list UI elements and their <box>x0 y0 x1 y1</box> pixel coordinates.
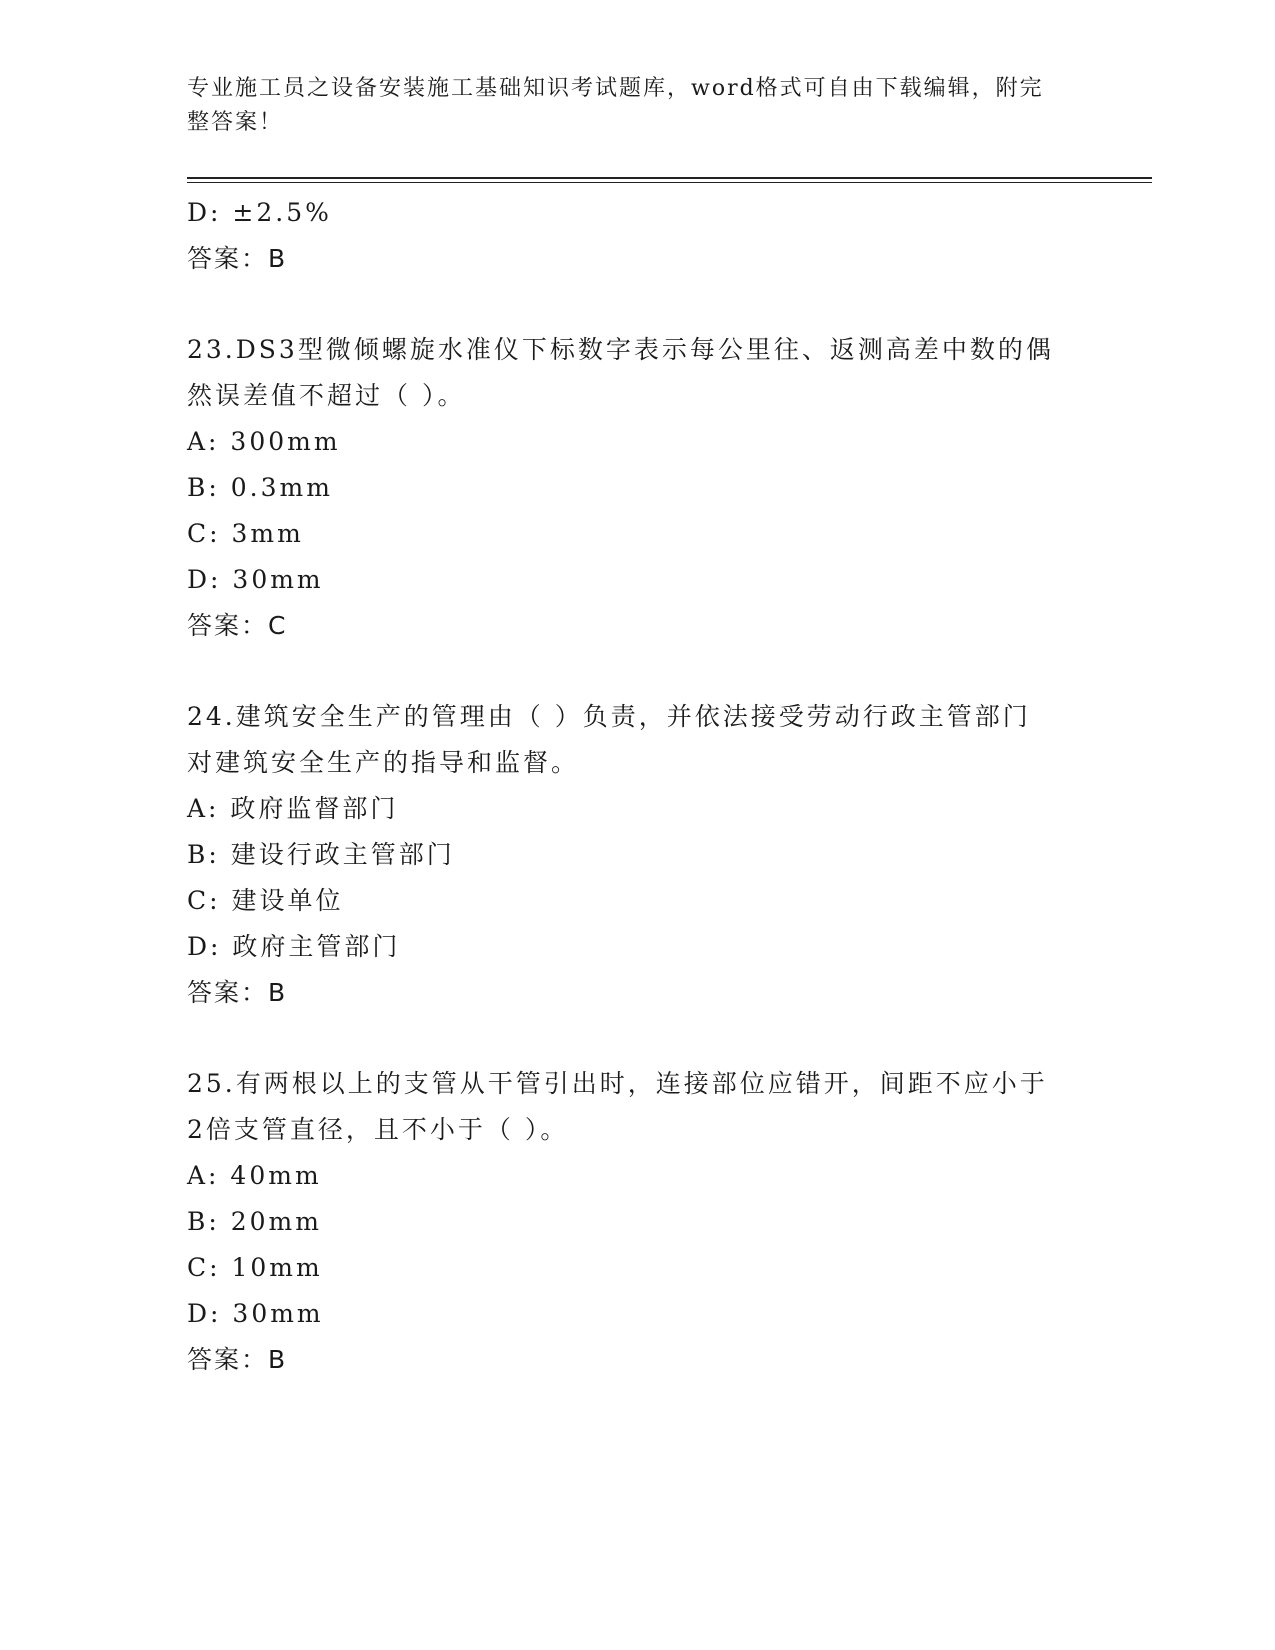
option-c: C: 3mm <box>187 519 304 548</box>
document-body <box>187 190 1087 1383</box>
option-b: B: 建设行政主管部门 <box>187 840 455 869</box>
option-d: D: 30mm <box>187 1299 324 1328</box>
document-header <box>187 72 1067 140</box>
option-d: D: 政府主管部门 <box>187 932 401 961</box>
option-d: D: ±2.5% <box>187 198 332 227</box>
question-23 <box>187 327 1087 649</box>
option-d: D: 30mm <box>187 565 324 594</box>
header-line-2: 整答案！ <box>187 110 284 135</box>
header-rule-thick <box>187 177 1152 179</box>
question-text-line-1: 23.DS3型微倾螺旋水准仪下标数字表示每公里往、返测高差中数的偶 <box>187 335 1054 364</box>
option-c: C: 10mm <box>187 1253 323 1282</box>
previous-question-tail <box>187 190 1087 282</box>
question-text-line-1: 25.有两根以上的支管从干管引出时，连接部位应错开，间距不应小于 <box>187 1069 1048 1098</box>
question-text-line-2: 对建筑安全生产的指导和监督。 <box>187 748 580 777</box>
header-line-1: 专业施工员之设备安装施工基础知识考试题库，word格式可自由下载编辑，附完 <box>187 76 1044 101</box>
question-25 <box>187 1061 1087 1383</box>
header-rule-thin <box>187 182 1152 183</box>
answer-line: 答案：B <box>187 1345 288 1374</box>
option-a: A: 300mm <box>187 427 341 456</box>
option-b: B: 20mm <box>187 1207 322 1236</box>
question-24 <box>187 694 1087 1016</box>
answer-line: 答案：C <box>187 611 288 640</box>
option-b: B: 0.3mm <box>187 473 333 502</box>
question-text-line-2: 然误差值不超过（ ）。 <box>187 381 466 410</box>
option-c: C: 建设单位 <box>187 886 344 915</box>
answer-line: 答案：B <box>187 244 288 273</box>
option-a: A: 40mm <box>187 1161 322 1190</box>
question-text-line-2: 2倍支管直径，且不小于（ ）。 <box>187 1115 569 1144</box>
answer-line: 答案：B <box>187 978 288 1007</box>
question-text-line-1: 24.建筑安全生产的管理由（ ）负责，并依法接受劳动行政主管部门 <box>187 702 1031 731</box>
option-a: A: 政府监督部门 <box>187 794 399 823</box>
